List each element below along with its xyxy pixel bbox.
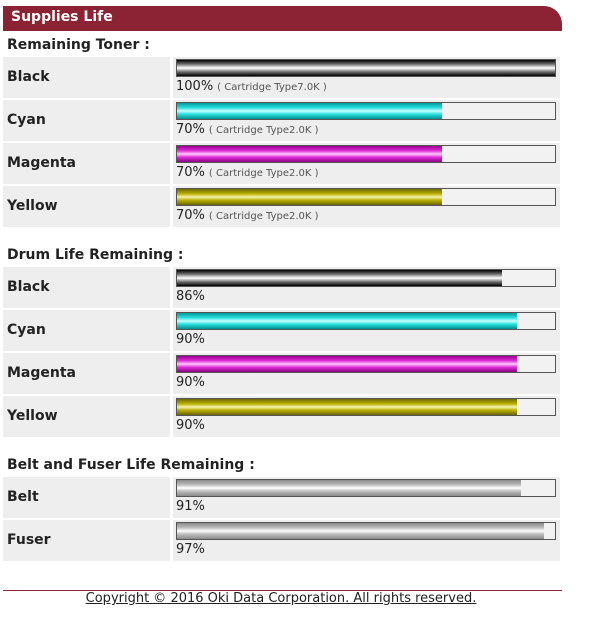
drum-bar — [176, 269, 556, 287]
toner-fill — [177, 146, 442, 162]
toner-label: Magenta — [7, 155, 77, 171]
belt-bar — [176, 479, 556, 497]
section-title-toner: Remaining Toner : — [7, 37, 150, 53]
page-title: Supplies Life — [11, 9, 113, 25]
toner-percent: 70% — [176, 208, 205, 223]
drum-percent: 90% — [176, 375, 205, 390]
fuser-bar — [176, 522, 556, 540]
drum-row-magenta — [3, 353, 560, 394]
toner-bar — [176, 102, 556, 120]
fuser-row — [3, 520, 560, 561]
fuser-fill — [177, 523, 544, 539]
belt-label: Belt — [7, 489, 39, 505]
copyright-link[interactable]: Copyright © 2016 Oki Data Corporation. All rights reserved. — [85, 591, 477, 606]
drum-label: Yellow — [7, 408, 58, 424]
belt-fill — [177, 480, 521, 496]
drum-fill — [177, 399, 517, 415]
toner-label: Black — [7, 69, 50, 85]
section-title-drum: Drum Life Remaining : — [7, 247, 184, 263]
drum-bar — [176, 355, 556, 373]
toner-fill — [177, 60, 555, 76]
toner-bar — [176, 59, 556, 77]
footer — [0, 591, 562, 606]
toner-percent: 70% — [176, 122, 205, 137]
drum-bar — [176, 398, 556, 416]
fuser-label: Fuser — [7, 532, 51, 548]
toner-row-cyan — [3, 100, 560, 141]
drum-fill — [177, 270, 502, 286]
toner-row-yellow — [3, 186, 560, 227]
drum-fill — [177, 356, 517, 372]
toner-label: Yellow — [7, 198, 58, 214]
drum-label: Cyan — [7, 322, 46, 338]
drum-bar — [176, 312, 556, 330]
drum-label: Magenta — [7, 365, 77, 381]
cartridge-type-note: ( Cartridge Type2.0K ) — [208, 211, 319, 222]
toner-fill — [177, 189, 442, 205]
cartridge-type-note: ( Cartridge Type2.0K ) — [208, 125, 319, 136]
belt-row — [3, 477, 560, 518]
drum-percent: 86% — [176, 289, 205, 304]
toner-percent: 70% — [176, 165, 205, 180]
cartridge-type-note: ( Cartridge Type2.0K ) — [208, 168, 319, 179]
toner-bar — [176, 145, 556, 163]
drum-percent: 90% — [176, 418, 205, 433]
toner-fill — [177, 103, 442, 119]
cartridge-type-note: ( Cartridge Type7.0K ) — [217, 82, 327, 93]
drum-row-cyan — [3, 310, 560, 351]
toner-row-magenta — [3, 143, 560, 184]
supplies-life-header — [3, 6, 562, 31]
drum-percent: 90% — [176, 332, 205, 347]
toner-label: Cyan — [7, 112, 46, 128]
drum-label: Black — [7, 279, 50, 295]
drum-fill — [177, 313, 517, 329]
toner-percent: 100% — [176, 79, 214, 94]
fuser-percent: 97% — [176, 542, 205, 557]
section-title-belt-fuser: Belt and Fuser Life Remaining : — [7, 457, 255, 473]
drum-row-black — [3, 267, 560, 308]
drum-row-yellow — [3, 396, 560, 437]
belt-percent: 91% — [176, 499, 205, 514]
toner-row-black — [3, 57, 560, 98]
toner-bar — [176, 188, 556, 206]
